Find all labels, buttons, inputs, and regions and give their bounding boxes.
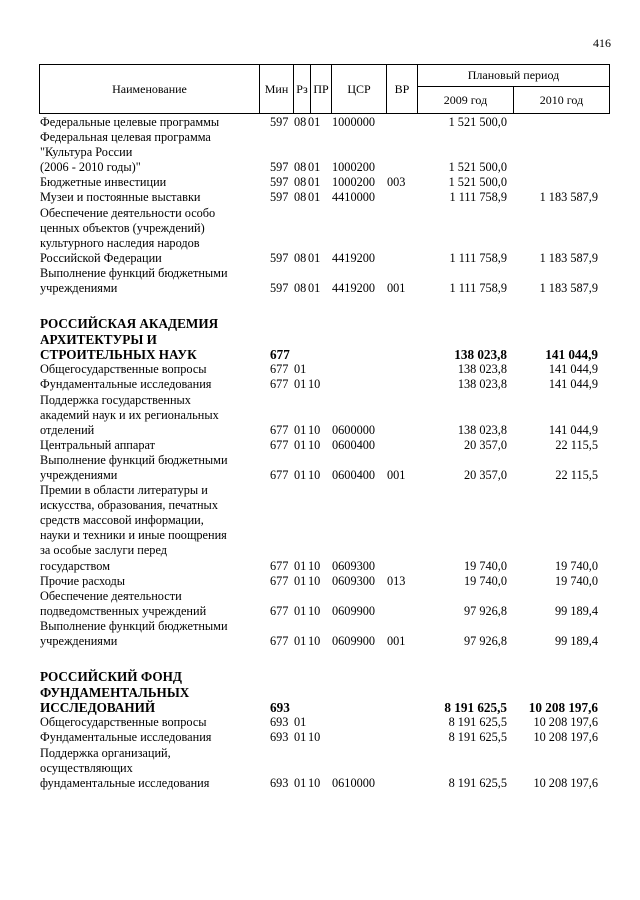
row-min: 597 bbox=[270, 281, 289, 296]
row-min: 677 bbox=[270, 603, 289, 618]
row-2009-value: 138 023,8 bbox=[457, 362, 507, 377]
table-row bbox=[40, 362, 610, 377]
row-pr: 01 bbox=[308, 190, 321, 205]
table-row bbox=[40, 115, 610, 130]
table-row bbox=[40, 574, 610, 589]
row-vr: 001 bbox=[387, 281, 406, 296]
row-name: Выполнение функций бюджетными учреждениями bbox=[40, 618, 228, 649]
row-2009-value: 1 521 500,0 bbox=[448, 160, 507, 175]
row-2010-value: 19 740,0 bbox=[554, 573, 598, 588]
header-year-2009: 2009 год bbox=[418, 87, 514, 114]
row-2010-value: 1 183 587,9 bbox=[539, 250, 598, 265]
header-csr: ЦСР bbox=[332, 65, 387, 114]
row-csr: 0600000 bbox=[332, 422, 376, 437]
table-row bbox=[40, 589, 610, 619]
row-name: Общегосударственные вопросы bbox=[40, 715, 207, 730]
row-name: Поддержка государственных академий наук и их региональных отделений bbox=[40, 392, 219, 437]
row-csr: 4419200 bbox=[332, 250, 376, 265]
row-pr: 01 bbox=[308, 175, 321, 190]
row-csr: 1000000 bbox=[332, 115, 376, 129]
row-rz: 01 bbox=[294, 715, 307, 730]
row-rz: 08 bbox=[294, 281, 307, 296]
table-row bbox=[40, 453, 610, 483]
row-2009-value: 1 521 500,0 bbox=[448, 115, 507, 129]
row-2009-value: 8 191 625,5 bbox=[448, 715, 507, 730]
row-name: РОССИЙСКИЙ ФОНД ФУНДАМЕНТАЛЬНЫХ ИССЛЕДОВАНИЙ bbox=[40, 669, 190, 715]
header-pr: ПР bbox=[311, 65, 332, 114]
row-name: Выполнение функций бюджетными учреждениями bbox=[40, 452, 228, 482]
row-csr: 4419200 bbox=[332, 281, 376, 296]
row-pr: 10 bbox=[308, 775, 321, 790]
row-pr: 10 bbox=[308, 573, 321, 588]
row-min: 677 bbox=[270, 468, 289, 482]
row-min: 693 bbox=[270, 730, 289, 745]
row-pr: 10 bbox=[308, 377, 321, 392]
row-rz: 01 bbox=[294, 468, 307, 482]
row-2010-value: 10 208 197,6 bbox=[528, 699, 598, 715]
row-2010-value: 10 208 197,6 bbox=[533, 775, 598, 790]
row-min: 677 bbox=[270, 362, 289, 377]
row-csr: 1000200 bbox=[332, 175, 376, 190]
row-name: Фундаментальные исследования bbox=[40, 730, 212, 745]
row-min: 693 bbox=[270, 715, 289, 730]
row-name: Премии в области литературы и искусства, образования, печатных средств массовой информации, науки и техники и иные поощрения за особые заслуги перед государством bbox=[40, 483, 227, 573]
row-pr: 10 bbox=[308, 634, 321, 649]
row-2009-value: 138 023,8 bbox=[454, 346, 507, 362]
row-pr: 10 bbox=[308, 603, 321, 618]
row-2009-value: 138 023,8 bbox=[457, 377, 507, 392]
header-vr: ВР bbox=[387, 65, 418, 114]
row-rz: 08 bbox=[294, 160, 307, 175]
row-pr: 10 bbox=[308, 422, 321, 437]
header-plan-period: Плановый период bbox=[418, 65, 610, 87]
page-number: 416 bbox=[593, 36, 611, 50]
row-min: 677 bbox=[270, 558, 289, 573]
row-min: 693 bbox=[270, 699, 290, 715]
row-rz: 01 bbox=[294, 437, 307, 452]
row-min: 597 bbox=[270, 160, 289, 175]
section-row bbox=[40, 316, 610, 362]
row-pr: 10 bbox=[308, 558, 321, 573]
row-rz: 01 bbox=[294, 377, 307, 392]
table-row bbox=[40, 175, 610, 190]
row-2009-value: 8 191 625,5 bbox=[448, 730, 507, 745]
row-csr: 0609300 bbox=[332, 558, 376, 573]
row-vr: 001 bbox=[387, 468, 406, 482]
row-pr: 01 bbox=[308, 115, 321, 129]
table-row bbox=[40, 377, 610, 392]
row-name: Поддержка организаций, осуществляющих фундаментальные исследования bbox=[40, 745, 210, 790]
row-2009-value: 138 023,8 bbox=[457, 422, 507, 437]
row-rz: 01 bbox=[294, 634, 307, 649]
row-min: 597 bbox=[270, 175, 289, 190]
row-csr: 4410000 bbox=[332, 190, 376, 205]
row-2010-value: 19 740,0 bbox=[554, 558, 598, 573]
row-csr: 0609900 bbox=[332, 603, 376, 618]
header-rz: Рз bbox=[294, 65, 311, 114]
row-min: 677 bbox=[270, 634, 289, 649]
row-2009-value: 20 357,0 bbox=[463, 468, 507, 482]
table-row bbox=[40, 619, 610, 649]
row-name: Обеспечение деятельности особо ценных объектов (учреждений) культурного наследия народов Российской Федерации bbox=[40, 205, 216, 265]
row-2010-value: 10 208 197,6 bbox=[533, 715, 598, 730]
row-csr: 0600400 bbox=[332, 468, 376, 482]
row-2009-value: 8 191 625,5 bbox=[444, 699, 507, 715]
row-name: Обеспечение деятельности подведомственных учреждений bbox=[40, 588, 207, 618]
row-pr: 01 bbox=[308, 250, 321, 265]
table-row bbox=[40, 266, 610, 296]
row-pr: 10 bbox=[308, 730, 321, 745]
row-2010-value: 141 044,9 bbox=[548, 422, 598, 437]
table-row bbox=[40, 130, 610, 175]
row-csr: 1000200 bbox=[332, 160, 376, 175]
row-2010-value: 99 189,4 bbox=[554, 634, 598, 649]
header-name: Наименование bbox=[40, 65, 260, 114]
row-name: Федеральная целевая программа "Культура России (2006 - 2010 годы)" bbox=[40, 130, 211, 175]
row-2009-value: 97 926,8 bbox=[463, 634, 507, 649]
row-rz: 01 bbox=[294, 362, 307, 377]
row-2010-value: 22 115,5 bbox=[555, 468, 598, 482]
row-rz: 01 bbox=[294, 603, 307, 618]
row-2009-value: 1 521 500,0 bbox=[448, 175, 507, 190]
row-2009-value: 1 111 758,9 bbox=[449, 250, 507, 265]
row-min: 597 bbox=[270, 250, 289, 265]
table-row bbox=[40, 393, 610, 438]
table-body bbox=[40, 115, 610, 791]
row-csr: 0600400 bbox=[332, 437, 376, 452]
row-pr: 01 bbox=[308, 160, 321, 175]
row-csr: 0609300 bbox=[332, 573, 376, 588]
row-2010-value: 141 044,9 bbox=[548, 362, 598, 377]
row-min: 677 bbox=[270, 573, 289, 588]
row-2009-value: 20 357,0 bbox=[463, 437, 507, 452]
row-rz: 01 bbox=[294, 730, 307, 745]
row-csr: 0609900 bbox=[332, 634, 376, 649]
table-row bbox=[40, 730, 610, 745]
row-2009-value: 19 740,0 bbox=[463, 558, 507, 573]
section-row bbox=[40, 669, 610, 715]
row-name: РОССИЙСКАЯ АКАДЕМИЯ АРХИТЕКТУРЫ И СТРОИТЕЛЬНЫХ НАУК bbox=[40, 316, 219, 362]
row-name: Прочие расходы bbox=[40, 573, 126, 588]
row-2009-value: 1 111 758,9 bbox=[449, 190, 507, 205]
row-rz: 01 bbox=[294, 573, 307, 588]
row-2009-value: 1 111 758,9 bbox=[449, 281, 507, 296]
row-rz: 08 bbox=[294, 115, 307, 129]
row-2010-value: 22 115,5 bbox=[555, 437, 598, 452]
row-name: Музеи и постоянные выставки bbox=[40, 190, 201, 205]
row-2009-value: 8 191 625,5 bbox=[448, 775, 507, 790]
table-row bbox=[40, 483, 610, 574]
row-2010-value: 10 208 197,6 bbox=[533, 730, 598, 745]
row-pr: 10 bbox=[308, 468, 321, 482]
row-min: 597 bbox=[270, 115, 289, 129]
row-rz: 08 bbox=[294, 190, 307, 205]
row-min: 677 bbox=[270, 346, 290, 362]
row-name: Федеральные целевые программы bbox=[40, 115, 220, 129]
row-rz: 01 bbox=[294, 422, 307, 437]
row-pr: 01 bbox=[308, 281, 321, 296]
row-vr: 003 bbox=[387, 175, 406, 190]
row-2009-value: 19 740,0 bbox=[463, 573, 507, 588]
row-min: 597 bbox=[270, 190, 289, 205]
table-row bbox=[40, 190, 610, 205]
row-name: Центральный аппарат bbox=[40, 437, 155, 452]
row-vr: 001 bbox=[387, 634, 406, 649]
row-min: 693 bbox=[270, 775, 289, 790]
row-pr: 10 bbox=[308, 437, 321, 452]
row-2010-value: 99 189,4 bbox=[554, 603, 598, 618]
table-row bbox=[40, 746, 610, 791]
row-name: Выполнение функций бюджетными учреждениями bbox=[40, 265, 228, 296]
table-row bbox=[40, 438, 610, 453]
table-header bbox=[39, 64, 610, 114]
row-rz: 08 bbox=[294, 250, 307, 265]
row-rz: 01 bbox=[294, 558, 307, 573]
row-rz: 08 bbox=[294, 175, 307, 190]
row-2009-value: 97 926,8 bbox=[463, 603, 507, 618]
header-year-2010: 2010 год bbox=[514, 87, 610, 114]
row-2010-value: 141 044,9 bbox=[545, 346, 598, 362]
row-min: 677 bbox=[270, 422, 289, 437]
row-name: Бюджетные инвестиции bbox=[40, 175, 167, 190]
table-row bbox=[40, 206, 610, 266]
row-min: 677 bbox=[270, 437, 289, 452]
row-2010-value: 1 183 587,9 bbox=[539, 190, 598, 205]
row-rz: 01 bbox=[294, 775, 307, 790]
row-2010-value: 141 044,9 bbox=[548, 377, 598, 392]
row-name: Общегосударственные вопросы bbox=[40, 362, 207, 377]
header-min: Мин bbox=[260, 65, 294, 114]
row-2010-value: 1 183 587,9 bbox=[539, 281, 598, 296]
row-name: Фундаментальные исследования bbox=[40, 377, 212, 392]
table-row bbox=[40, 715, 610, 730]
row-vr: 013 bbox=[387, 573, 406, 588]
row-csr: 0610000 bbox=[332, 775, 376, 790]
row-min: 677 bbox=[270, 377, 289, 392]
